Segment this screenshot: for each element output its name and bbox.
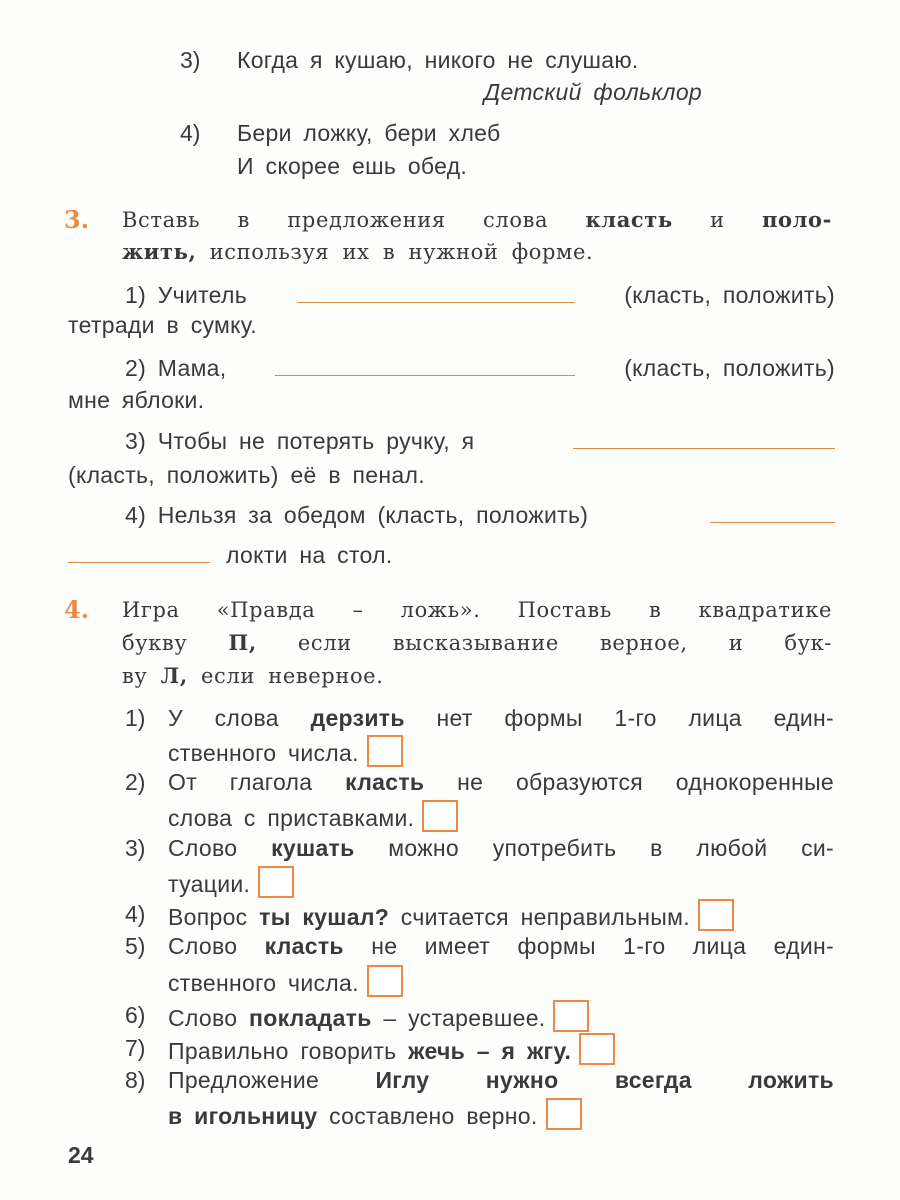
item-number: 2) bbox=[125, 769, 146, 795]
item-keyword: класть bbox=[345, 769, 425, 795]
item-text-cont bbox=[168, 800, 458, 833]
item-number: 1) bbox=[125, 282, 147, 308]
item-text bbox=[168, 703, 834, 733]
item-text: слова с приставками. bbox=[168, 805, 415, 831]
poem-source: Детский фольклор bbox=[484, 79, 703, 105]
item-keyword: класть bbox=[264, 933, 344, 959]
exercise-4-number: 4. bbox=[64, 595, 90, 624]
item-text: У слова bbox=[168, 705, 311, 731]
answer-box[interactable] bbox=[698, 899, 734, 931]
item-number: 7) bbox=[125, 1035, 146, 1061]
exercise-4-title-cont bbox=[122, 661, 384, 691]
poem-item-number: 3) bbox=[180, 47, 201, 73]
item-text: мне яблоки. bbox=[68, 387, 205, 413]
item-text bbox=[168, 1033, 615, 1066]
exercise-3-title bbox=[122, 205, 832, 235]
item-text: не образуются однокоренные bbox=[424, 769, 835, 795]
answer-blank[interactable] bbox=[275, 353, 575, 376]
answer-box[interactable] bbox=[579, 1033, 615, 1065]
title-keyword: П, bbox=[228, 630, 257, 655]
answer-box[interactable] bbox=[258, 866, 294, 898]
item-number: 3) bbox=[125, 428, 147, 454]
item-text: Чтобы не потерять ручку, я bbox=[157, 428, 475, 454]
item-text-cont bbox=[168, 1098, 582, 1131]
answer-box[interactable] bbox=[367, 965, 403, 997]
title-text: используя их в нужной форме. bbox=[196, 240, 594, 264]
answer-blank[interactable] bbox=[68, 540, 210, 563]
item-text bbox=[168, 1000, 589, 1033]
exercise-3-item-1 bbox=[125, 280, 835, 310]
item-keyword: жечь – я жгу. bbox=[408, 1038, 572, 1064]
item-keyword: кушать bbox=[271, 835, 355, 861]
answer-blank[interactable] bbox=[573, 426, 835, 449]
answer-box[interactable] bbox=[367, 735, 403, 767]
item-text: нет формы 1-го лица един- bbox=[404, 705, 835, 731]
exercise-3-item-4 bbox=[125, 500, 835, 530]
title-keyword: класть bbox=[585, 207, 673, 232]
title-text: и bbox=[672, 208, 763, 232]
item-text: локти на стол. bbox=[226, 542, 393, 568]
item-text bbox=[68, 460, 425, 490]
item-text: Учитель bbox=[157, 282, 248, 308]
exercise-3-number: 3. bbox=[64, 205, 90, 234]
title-text: если неверное. bbox=[187, 664, 384, 688]
item-hint: (класть, положить) bbox=[624, 282, 835, 308]
item-text: Слово bbox=[168, 933, 265, 959]
answer-box[interactable] bbox=[553, 1000, 589, 1032]
answer-blank[interactable] bbox=[710, 500, 835, 523]
title-keyword: Л, bbox=[160, 663, 188, 688]
item-text: Правильно говорить bbox=[168, 1038, 409, 1064]
poem-line: И скорее ешь обед. bbox=[237, 153, 468, 179]
item-hint: (класть, положить) bbox=[377, 502, 589, 528]
item-text: От глагола bbox=[168, 769, 346, 795]
item-text: считается неправильным. bbox=[389, 904, 690, 930]
item-keyword: Иглу нужно всегда ложить bbox=[375, 1067, 834, 1093]
exercise-3-item-2 bbox=[125, 353, 835, 383]
item-text: не имеет формы 1-го лица един- bbox=[343, 933, 834, 959]
item-text bbox=[168, 931, 834, 961]
item-text: составлено верно. bbox=[317, 1103, 538, 1129]
poem-line: Когда я кушаю, никого не слушаю. bbox=[237, 47, 639, 73]
item-keyword: покладать bbox=[249, 1005, 372, 1031]
item-text: Предложение bbox=[168, 1067, 376, 1093]
item-text: – устаревшее. bbox=[371, 1005, 546, 1031]
answer-blank[interactable] bbox=[297, 280, 575, 303]
title-keyword: поло- bbox=[762, 207, 832, 232]
answer-box[interactable] bbox=[422, 800, 458, 832]
answer-box[interactable] bbox=[546, 1098, 582, 1130]
item-number: 6) bbox=[125, 1002, 146, 1028]
item-text: тетради в сумку. bbox=[68, 312, 257, 338]
title-keyword: жить, bbox=[122, 239, 197, 264]
item-text: Слово bbox=[168, 835, 272, 861]
item-text: Вопрос bbox=[168, 904, 260, 930]
item-number: 4) bbox=[125, 502, 147, 528]
exercise-3-item-4-cont bbox=[68, 540, 393, 570]
item-text: Нельзя за обедом bbox=[157, 502, 366, 528]
title-text: если высказывание верное, и бук- bbox=[256, 631, 832, 655]
item-text: можно употребить в любой си- bbox=[354, 835, 834, 861]
item-number: 4) bbox=[125, 901, 146, 927]
title-text: букву bbox=[122, 631, 229, 655]
item-text-cont bbox=[168, 866, 294, 899]
item-keyword: ты кушал? bbox=[259, 904, 390, 930]
item-text bbox=[168, 767, 834, 797]
item-keyword: дерзить bbox=[310, 705, 405, 731]
item-hint: (класть, положить) bbox=[624, 355, 835, 381]
item-text: ственного числа. bbox=[168, 740, 359, 766]
page-number: 24 bbox=[68, 1142, 94, 1168]
title-text: ву bbox=[122, 664, 161, 688]
exercise-3-item-3 bbox=[125, 426, 835, 456]
item-text: Мама, bbox=[157, 355, 227, 381]
item-number: 8) bbox=[125, 1067, 146, 1093]
item-text-cont bbox=[168, 735, 403, 768]
item-number: 1) bbox=[125, 705, 146, 731]
item-text: её в пенал. bbox=[290, 462, 425, 488]
item-text: туации. bbox=[168, 871, 251, 897]
item-text bbox=[168, 833, 834, 863]
item-text-cont bbox=[168, 965, 403, 998]
item-number: 2) bbox=[125, 355, 147, 381]
item-text: Слово bbox=[168, 1005, 250, 1031]
item-number: 3) bbox=[125, 835, 146, 861]
exercise-4-title-cont bbox=[122, 628, 832, 658]
item-keyword: в игольницу bbox=[168, 1103, 318, 1129]
item-number: 5) bbox=[125, 933, 146, 959]
poem-line: Бери ложку, бери хлеб bbox=[237, 120, 501, 146]
poem-item-number: 4) bbox=[180, 120, 201, 146]
exercise-4-title: Игра «Правда – ложь». Поставь в квадратике bbox=[122, 598, 832, 622]
item-text: ственного числа. bbox=[168, 970, 359, 996]
item-hint: (класть, положить) bbox=[68, 462, 279, 488]
exercise-3-title-cont bbox=[122, 237, 593, 267]
title-text: Вставь в предложения слова bbox=[122, 208, 586, 232]
item-text bbox=[168, 1065, 834, 1095]
item-text bbox=[168, 899, 734, 932]
